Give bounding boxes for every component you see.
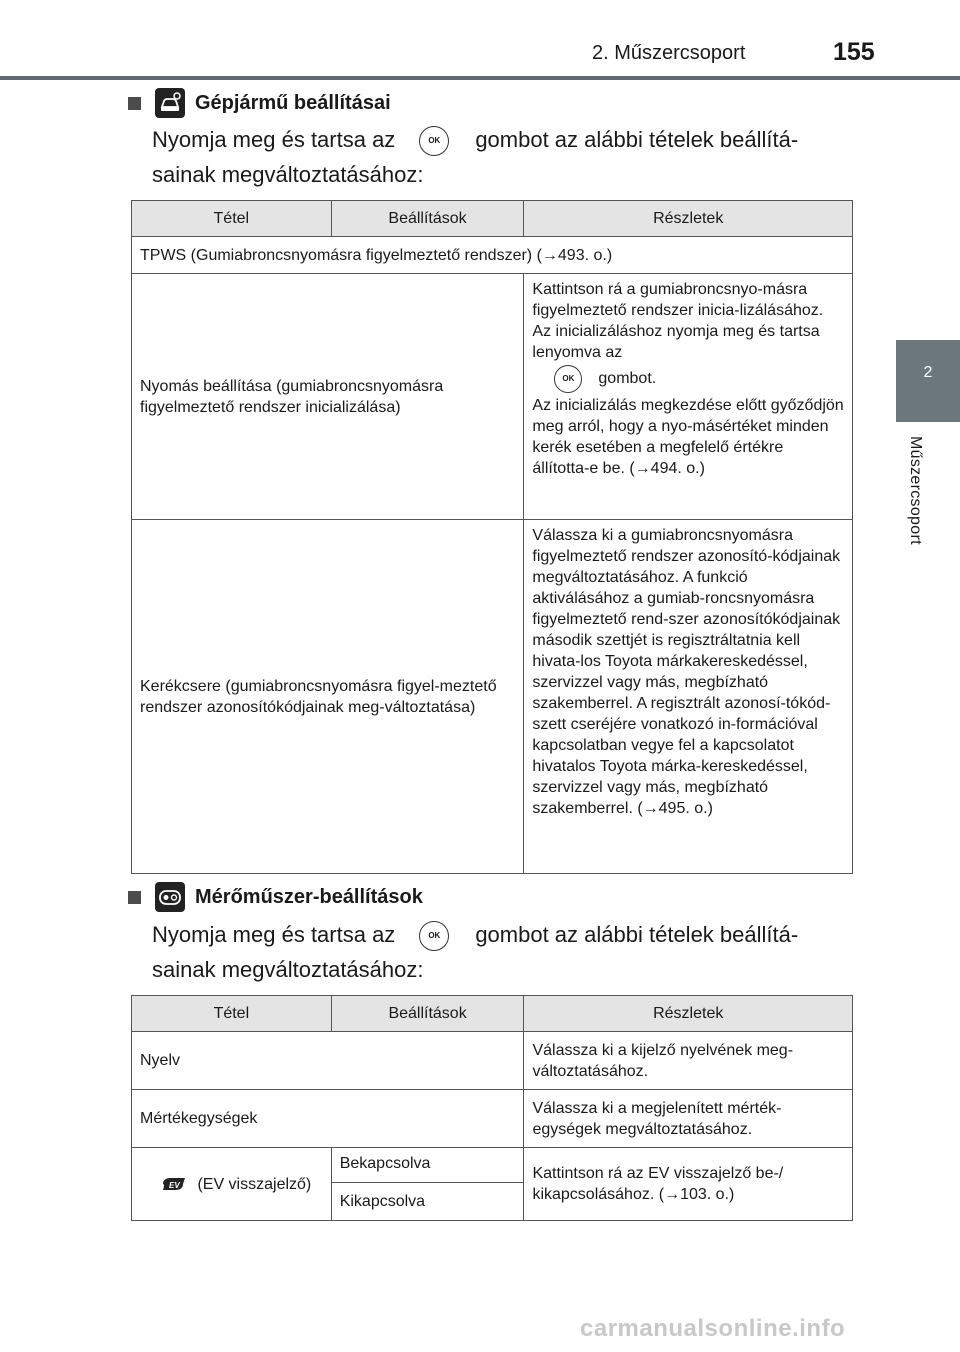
section-title: Gépjármű beállításai [195,91,391,114]
ok-button-icon: OK [419,921,449,951]
table-cell-item: Nyomás beállítása (gumiabroncsnyomásra figyelmeztető rendszer inicializálása) [132,274,524,520]
intro-text-before: Nyomja meg és tartsa az [152,922,396,947]
table-row [132,1032,853,1090]
header-cell-settings: Beállítások [331,996,524,1032]
table-cell-item [132,1148,332,1221]
footer-watermark: carmanualsonline.info [580,1315,846,1342]
table-cell-item: Nyelv [132,1032,524,1090]
vehicle-settings-table [131,200,853,874]
chapter-tab-label: Műszercsoport [907,436,924,545]
section-intro [152,917,852,987]
intro-text-after: gombot az alábbi tételek beállítá-sainak megváltoztatásához: [152,127,799,187]
table-cell-setting: Bekapcsolva [331,1148,524,1183]
table-cell-item: Kerékcsere (gumiabroncsnyomásra figyel-meztető rendszer azonosítókódjainak meg-változtatása) [132,520,524,874]
meter-settings-table [131,995,853,1221]
header-divider [0,76,960,80]
table-cell-detail: Kattintson rá az EV visszajelző be-/ kikapcsolásához. (→103. o.) [524,1148,853,1221]
detail-text: Kattintson rá a gumiabroncsnyo-másra figyelmeztető rendszer inicia-lizálásához. Az inicializáláshoz nyomja meg és tartsa lenyomva az [532,281,824,361]
table-row [132,1090,853,1148]
header-cell-settings: Beállítások [331,201,524,237]
ok-button-icon: OK [554,365,582,393]
table-header-row [132,201,853,237]
intro-text-before: Nyomja meg és tartsa az [152,127,396,152]
table-cell-detail: Válassza ki a kijelző nyelvének meg-változtatásához. [524,1032,853,1090]
table-row [132,237,853,274]
table-cell-detail [524,274,853,520]
svg-text:EV: EV [169,1181,181,1191]
table-cell-setting: Kikapcsolva [331,1183,524,1221]
header-cell-details: Részletek [524,201,853,237]
chapter-tab: 2 [896,340,960,422]
ev-indicator-icon [161,1176,187,1192]
ev-item-label: (EV visszajelző) [197,1175,312,1193]
detail-text: Az inicializálás megkezdése előtt győződjön meg arról, hogy a nyo-másértéket minden kerék esetében a megfelelő értékre állította-e be. (→494. o.) [532,397,844,477]
table-row [132,520,853,874]
table-row [132,1148,853,1183]
ok-button-icon: OK [419,126,449,156]
detail-ok-line [532,363,844,395]
square-bullet-icon [128,97,141,110]
table-row [132,274,853,520]
table-cell-detail: Válassza ki a gumiabroncsnyomásra figyelmeztető rendszer azonosító-kódjainak megváltoztatásához. A funkció aktiválásához a gumiab-roncsnyomásra figyelmeztető rend-szer azonosítókódjainak második szettjét is regisztráltatnia kell hivata-los Toyota márkakereskedéssel, szervizzel vagy más, megbízható szakemberrel. A regisztrált azonosí-tókód-szett cseréjére vonatkozó in-formációval kapcsolatban vegye fel a kapcsolatot hivatalos Toyota márka-kereskedéssel, szervizzel vagy más, megbízható szakemberrel. (→495. o.) [524,520,853,874]
table-cell-item: Mértékegységek [132,1090,524,1148]
table-header-row [132,996,853,1032]
page-number: 155 [833,38,875,66]
meter-settings-icon [155,882,185,912]
tpws-group-row: TPWS (Gumiabroncsnyomásra figyelmeztető rendszer) (→493. o.) [132,237,853,274]
header-cell-item: Tétel [132,201,332,237]
section-heading-meter-settings [128,882,423,912]
chapter-title: 2. Műszercsoport [592,42,746,64]
header-cell-item: Tétel [132,996,332,1032]
intro-text-after: gombot az alábbi tételek beállítá-sainak megváltoztatásához: [152,922,799,982]
section-intro [152,122,852,192]
section-title: Mérőműszer-beállítások [195,885,423,908]
square-bullet-icon [128,891,141,904]
section-heading-vehicle-settings [128,88,391,118]
vehicle-settings-icon [155,88,185,118]
detail-text: gombot. [598,370,657,388]
header-cell-details: Részletek [524,996,853,1032]
table-cell-detail: Válassza ki a megjelenített mérték-egységek megváltoztatásához. [524,1090,853,1148]
